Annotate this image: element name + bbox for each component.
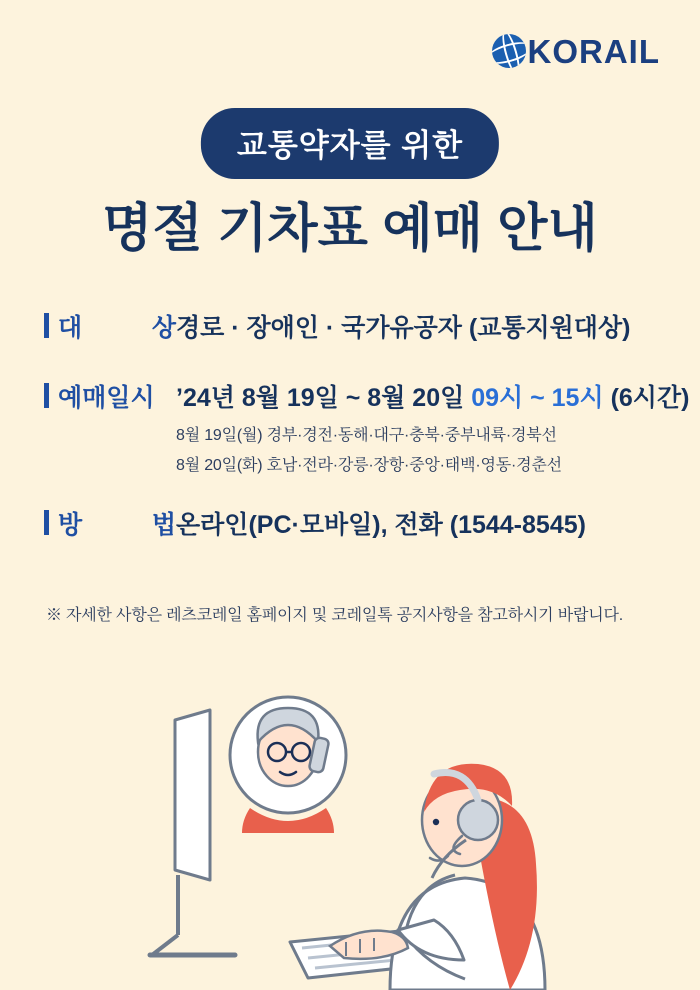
korail-globe-icon <box>492 34 526 68</box>
booking-time-range: 09시 ~ 15시 <box>471 384 604 412</box>
monitor-icon <box>150 710 235 955</box>
info-label-booking-date: 예매일시 <box>58 384 155 412</box>
info-value-method: 온라인(PC·모바일), 전화 (1544-8545) <box>176 511 586 539</box>
illustration <box>0 690 700 990</box>
booking-detail-line: 8월 20일(화) 호남·전라·강릉·장항·중앙·태백·영동·경춘선 <box>176 457 562 474</box>
info-value-target: 경로 · 장애인 · 국가유공자 (교통지원대상) <box>176 314 631 342</box>
info-label-target <box>58 308 176 344</box>
row-bullet-bar <box>44 510 49 535</box>
row-bullet-bar <box>44 383 49 408</box>
info-label-target-char1: 대 <box>58 314 83 342</box>
info-row-method <box>44 505 670 541</box>
row-bullet-bar <box>44 313 49 338</box>
booking-detail-line: 8월 19일(월) 경부·경전·동해·대구·충북·중부내륙·경북선 <box>176 427 557 444</box>
booking-date-range: ’24년 8월 19일 ~ 8월 20일 <box>176 384 472 412</box>
title-pill: 교통약자를 위한 <box>201 108 499 179</box>
page-title: 명절 기차표 예매 안내 <box>102 200 598 258</box>
info-row-target <box>44 308 670 344</box>
agent-with-headset <box>330 764 545 990</box>
info-label-method <box>58 505 176 541</box>
elderly-caller-bubble <box>230 697 346 833</box>
booking-duration: (6시간) <box>603 384 690 412</box>
info-block <box>44 308 690 547</box>
info-row-booking-date <box>44 378 690 414</box>
info-label-target-char2: 상 <box>151 314 176 342</box>
korail-logo-text: KORAIL <box>527 32 660 70</box>
korail-logo <box>492 34 661 68</box>
info-label-method-char1: 방 <box>58 511 83 539</box>
footnote: ※ 자세한 사항은 레츠코레일 홈페이지 및 코레일톡 공지사항을 참고하시기 바랍니다. <box>46 607 623 624</box>
booking-date-details <box>176 422 670 475</box>
info-label-method-char2: 법 <box>151 511 176 539</box>
info-value-booking-date <box>176 378 689 414</box>
